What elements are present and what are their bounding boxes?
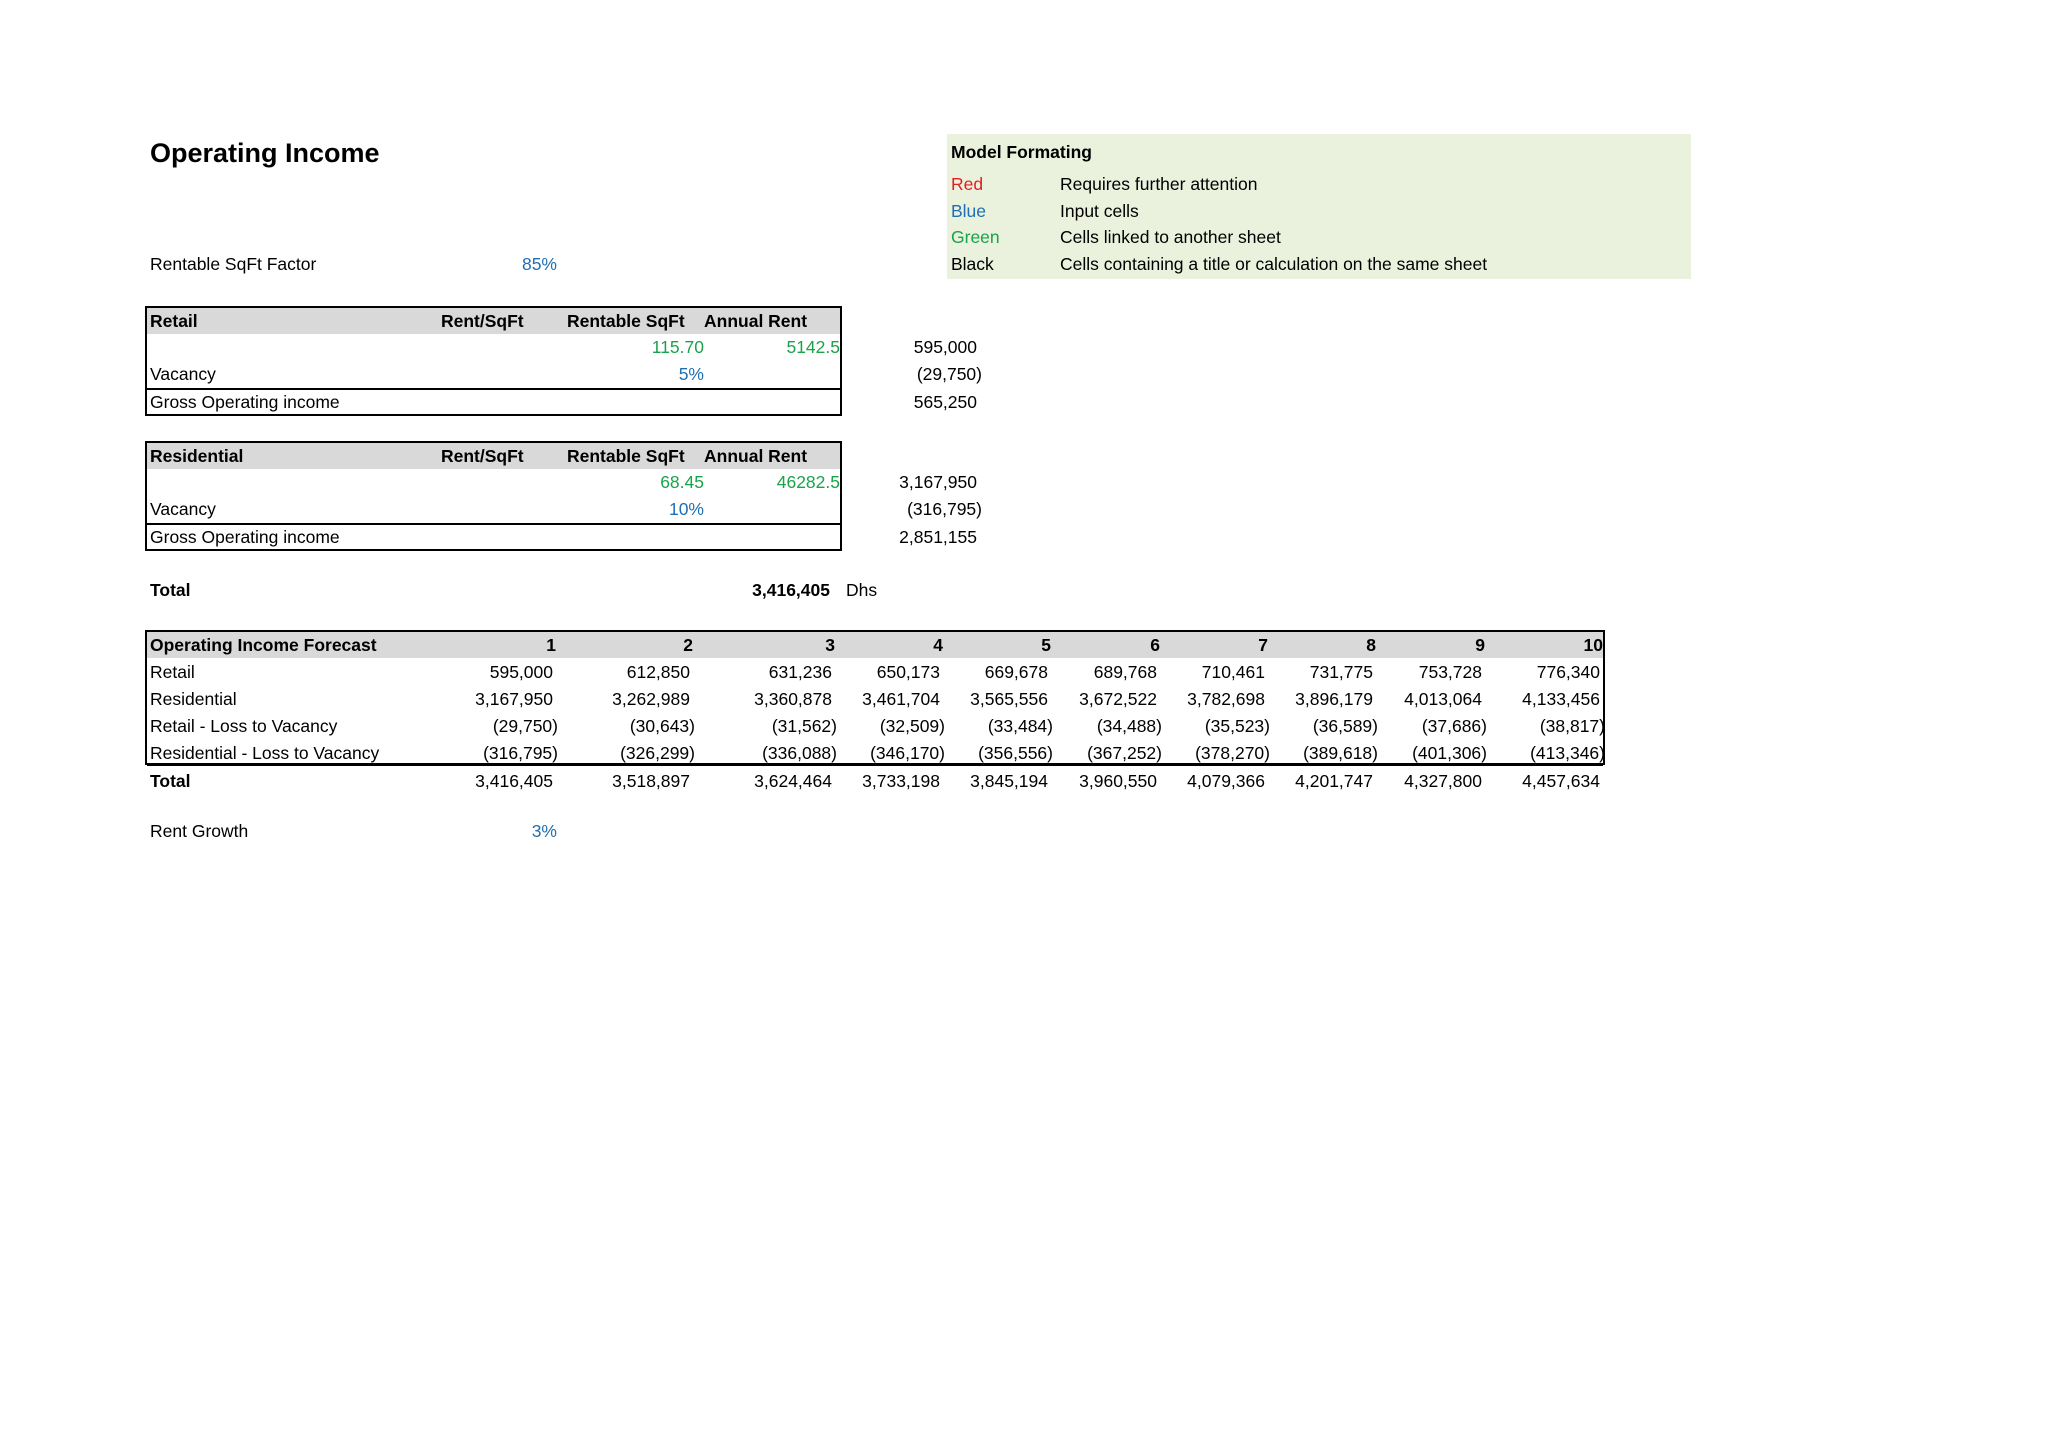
forecast-cell: 612,850	[626, 662, 690, 682]
forecast-cell: (378,270)	[1195, 743, 1270, 763]
forecast-cell: 595,000	[489, 662, 553, 682]
legend-black-desc: Cells containing a title or calculation on the same sheet	[1060, 254, 1488, 274]
forecast-cell: 3,782,698	[1187, 689, 1265, 709]
forecast-cell: 710,461	[1201, 662, 1265, 682]
forecast-cell: (31,562)	[771, 716, 837, 736]
residential-annual-rent: 3,167,950	[899, 472, 977, 492]
legend-red-desc: Requires further attention	[1060, 174, 1258, 194]
retail-rent-sqft: 115.70	[651, 337, 704, 357]
legend-red-name: Red	[951, 174, 984, 194]
forecast-total-cell: 4,201,747	[1295, 771, 1373, 791]
forecast-cell: 3,461,704	[862, 689, 940, 709]
forecast-cell: (38,817)	[1539, 716, 1605, 736]
forecast-cell: (32,509)	[879, 716, 945, 736]
retail-goi-value: 565,250	[913, 392, 977, 412]
forecast-year-9: 9	[1475, 635, 1485, 655]
forecast-total-cell: 3,845,194	[970, 771, 1048, 791]
forecast-cell: (356,556)	[978, 743, 1053, 763]
forecast-cell: (326,299)	[620, 743, 695, 763]
forecast-cell: 3,672,522	[1079, 689, 1157, 709]
rent-growth-value[interactable]: 3%	[531, 821, 557, 841]
forecast-year-5: 5	[1041, 635, 1051, 655]
forecast-year-7: 7	[1258, 635, 1268, 655]
forecast-total-cell: 4,457,634	[1522, 771, 1600, 791]
legend-green-name: Green	[951, 227, 1000, 247]
forecast-cell: 3,262,989	[612, 689, 690, 709]
forecast-cell: 3,896,179	[1295, 689, 1373, 709]
retail-vacancy-pct[interactable]: 5%	[678, 364, 704, 384]
retail-goi-label: Gross Operating income	[150, 392, 340, 412]
forecast-total-cell: 4,079,366	[1187, 771, 1265, 791]
forecast-cell: 4,133,456	[1522, 689, 1600, 709]
rent-growth-label: Rent Growth	[150, 821, 249, 841]
forecast-cell: (36,589)	[1312, 716, 1378, 736]
total-unit: Dhs	[846, 580, 878, 600]
retail-vacancy-label: Vacancy	[150, 364, 216, 384]
forecast-year-6: 6	[1150, 635, 1160, 655]
forecast-cell: 731,775	[1309, 662, 1373, 682]
retail-annual-rent: 595,000	[913, 337, 977, 357]
residential-rentable-sqft: 46282.5	[776, 472, 840, 492]
model-formatting-legend	[947, 134, 1691, 279]
retail-header-rentable-sqft: Rentable SqFt	[567, 311, 685, 331]
forecast-cell: (33,484)	[987, 716, 1053, 736]
residential-header-rent-sqft: Rent/SqFt	[441, 446, 524, 466]
forecast-year-4: 4	[933, 635, 943, 655]
forecast-cell: 631,236	[768, 662, 832, 682]
forecast-cell: 776,340	[1536, 662, 1600, 682]
forecast-cell: (316,795)	[483, 743, 558, 763]
forecast-cell: (29,750)	[492, 716, 558, 736]
retail-header-annual-rent: Annual Rent	[704, 311, 808, 331]
forecast-cell: 3,565,556	[970, 689, 1048, 709]
residential-vacancy-amount: (316,795)	[907, 499, 982, 519]
retail-rentable-sqft: 5142.5	[786, 337, 840, 357]
forecast-year-2: 2	[683, 635, 693, 655]
forecast-cell: (389,618)	[1303, 743, 1378, 763]
forecast-total-cell: 3,733,198	[862, 771, 940, 791]
residential-rent-sqft: 68.45	[660, 472, 704, 492]
forecast-total-cell: 3,416,405	[475, 771, 553, 791]
forecast-cell: (34,488)	[1096, 716, 1162, 736]
retail-vacancy-amount: (29,750)	[916, 364, 982, 384]
forecast-total-cell: 3,518,897	[612, 771, 690, 791]
rentable-factor-label: Rentable SqFt Factor	[150, 254, 317, 274]
retail-table	[145, 306, 982, 416]
residential-goi-label: Gross Operating income	[150, 527, 340, 547]
forecast-total-cell: 3,960,550	[1079, 771, 1157, 791]
forecast-total-label: Total	[150, 771, 191, 791]
forecast-cell: (30,643)	[629, 716, 695, 736]
legend-title: Model Formating	[951, 142, 1092, 162]
forecast-cell: (35,523)	[1204, 716, 1270, 736]
total-label: Total	[150, 580, 191, 600]
residential-table	[145, 441, 982, 551]
residential-goi-value: 2,851,155	[899, 527, 977, 547]
forecast-year-3: 3	[825, 635, 835, 655]
forecast-cell: 753,728	[1418, 662, 1482, 682]
forecast-cell: (401,306)	[1412, 743, 1487, 763]
forecast-cell: (413,346)	[1530, 743, 1605, 763]
forecast-title: Operating Income Forecast	[150, 635, 377, 655]
forecast-cell: 3,360,878	[754, 689, 832, 709]
legend-blue-desc: Input cells	[1060, 201, 1139, 221]
residential-header-rentable-sqft: Rentable SqFt	[567, 446, 685, 466]
forecast-year-10: 10	[1583, 635, 1603, 655]
forecast-year-8: 8	[1366, 635, 1376, 655]
forecast-cell: (336,088)	[762, 743, 837, 763]
forecast-row-label: Residential	[150, 689, 237, 709]
page-title: Operating Income	[150, 138, 380, 168]
residential-vacancy-pct[interactable]: 10%	[668, 499, 704, 519]
retail-header-label: Retail	[150, 311, 198, 331]
retail-header-rent-sqft: Rent/SqFt	[441, 311, 524, 331]
forecast-cell: (367,252)	[1087, 743, 1162, 763]
forecast-cell: 3,167,950	[475, 689, 553, 709]
forecast-total-cell: 4,327,800	[1404, 771, 1482, 791]
forecast-year-1: 1	[546, 635, 556, 655]
forecast-cell: 669,678	[984, 662, 1048, 682]
rentable-factor-value[interactable]: 85%	[521, 254, 557, 274]
forecast-row-label: Retail - Loss to Vacancy	[150, 716, 338, 736]
forecast-cell: 4,013,064	[1404, 689, 1482, 709]
forecast-cell: (346,170)	[870, 743, 945, 763]
residential-vacancy-label: Vacancy	[150, 499, 216, 519]
forecast-cell: (37,686)	[1421, 716, 1487, 736]
total-value: 3,416,405	[752, 580, 830, 600]
forecast-row-label: Retail	[150, 662, 195, 682]
forecast-cell: 689,768	[1093, 662, 1157, 682]
legend-green-desc: Cells linked to another sheet	[1060, 227, 1281, 247]
forecast-total-cell: 3,624,464	[754, 771, 832, 791]
forecast-row-label: Residential - Loss to Vacancy	[150, 743, 380, 763]
forecast-cell: 650,173	[876, 662, 940, 682]
residential-header-label: Residential	[150, 446, 244, 466]
legend-blue-name: Blue	[951, 201, 987, 221]
legend-black-name: Black	[951, 254, 994, 274]
residential-header-annual-rent: Annual Rent	[704, 446, 808, 466]
